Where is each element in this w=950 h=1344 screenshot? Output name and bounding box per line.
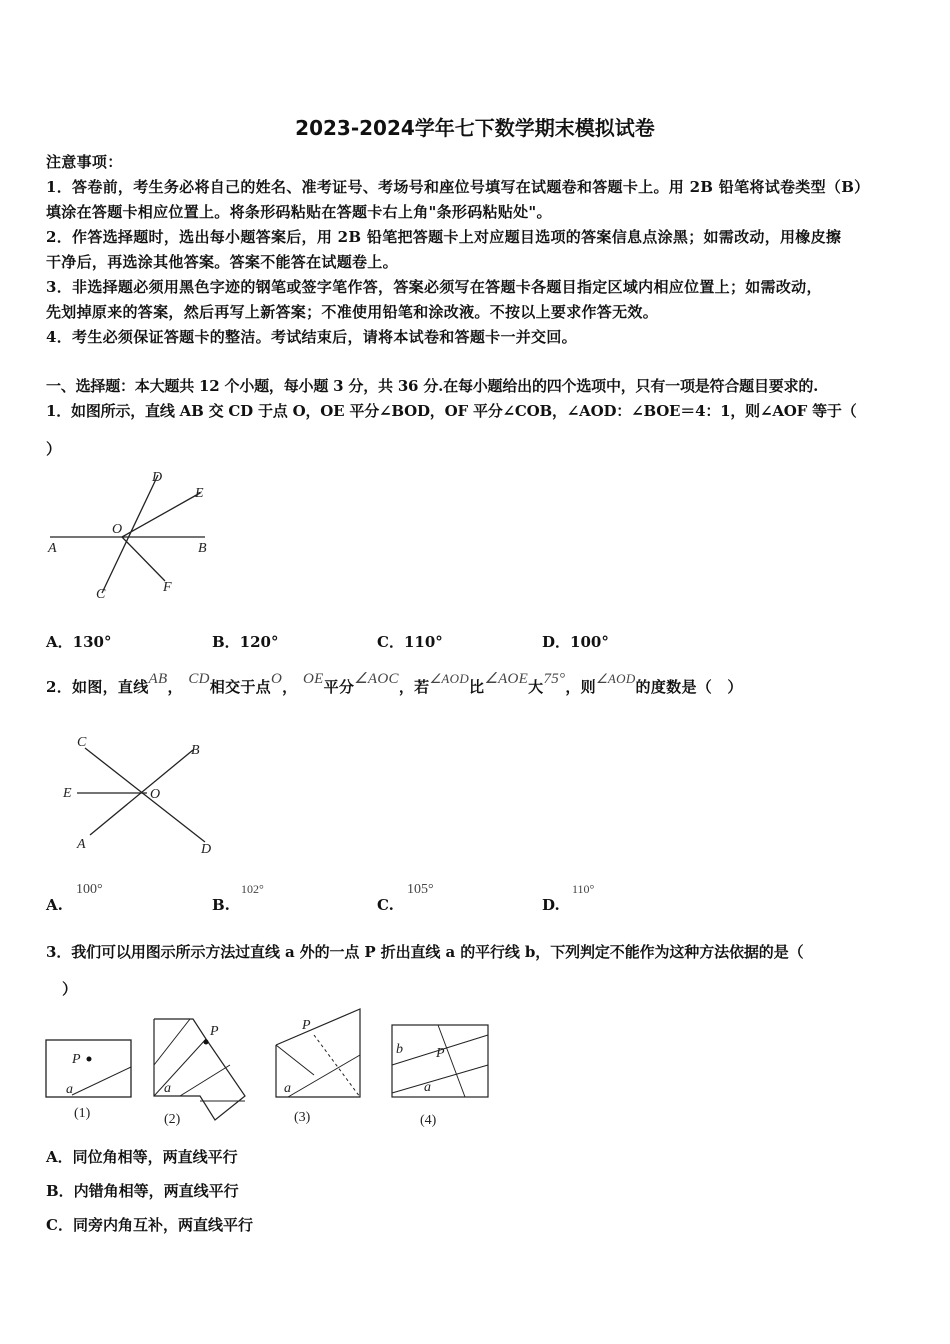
label-a: a <box>284 1081 291 1096</box>
label-a: a <box>164 1081 171 1096</box>
label-e: E <box>63 786 72 801</box>
text: 2．如图，直线 <box>46 678 149 696</box>
label-a: A <box>48 541 57 556</box>
q2-option-d[interactable]: D. <box>542 896 560 914</box>
text: ，则 <box>565 678 596 696</box>
notice-line: 3．非选择题必须用黑色字迹的钢笔或签字笔作答，答案必须写在答题卡各题目指定区域内相应位置上；如需改动， <box>46 278 822 296</box>
caption: (3) <box>294 1110 311 1125</box>
label-e: E <box>195 486 204 501</box>
label-a: A <box>77 837 86 852</box>
notice-line: 4．考生必须保证答题卡的整洁。考试结束后，请将本试卷和答题卡一并交回。 <box>46 328 577 346</box>
q3-option-b[interactable]: B．内错角相等，两直线平行 <box>46 1182 239 1200</box>
label-c: C <box>77 735 87 750</box>
q1-option-c[interactable]: C．110° <box>377 633 443 651</box>
q3-stem: 3．我们可以用图示所示方法过直线 a 外的一点 P 折出直线 a 的平行线 b，下列判定不能作为这种方法依据的是（ <box>46 943 804 961</box>
notice-line: 干净后，再选涂其他答案。答案不能答在试题卷上。 <box>46 253 398 271</box>
text: 的度数是（ ） <box>635 678 743 696</box>
q1-option-d[interactable]: D．100° <box>542 633 609 651</box>
math: O <box>270 671 283 687</box>
q2-option-b[interactable]: B. <box>212 896 230 914</box>
q2-option-a-value: 100° <box>76 882 103 897</box>
q2-option-c-value: 105° <box>407 882 434 897</box>
notice-line: 先划掉原来的答案，然后再写上新答案；不准使用铅笔和涂改液。不按以上要求作答无效。 <box>46 303 659 321</box>
text: ，若 <box>398 678 430 696</box>
q2-option-a[interactable]: A. <box>46 896 63 914</box>
label-a: a <box>66 1082 73 1097</box>
label-b: B <box>191 743 200 758</box>
q2-option-c[interactable]: C. <box>377 896 394 914</box>
q1-stem-end: ） <box>46 440 62 458</box>
label-p: P <box>302 1018 311 1033</box>
notice-line: 填涂在答题卡相应位置上。将条形码粘贴在答题卡右上角"条形码粘贴处"。 <box>46 203 552 221</box>
q3-figures <box>40 1005 500 1130</box>
label-c: C <box>96 587 106 602</box>
label-a: a <box>424 1080 431 1095</box>
label-p: P <box>210 1024 219 1039</box>
text: ， <box>282 678 298 696</box>
label-p: P <box>72 1052 81 1067</box>
label-o: O <box>150 787 161 802</box>
text: 相交于点 <box>209 678 271 696</box>
caption: (1) <box>74 1106 91 1121</box>
label-f: F <box>163 580 172 595</box>
text: 大 <box>528 678 544 696</box>
section-heading: 一、选择题：本大题共 12 个小题，每小题 3 分，共 36 分.在每小题给出的四个选项中，只有一项是符合题目要求的. <box>46 377 819 395</box>
label-p: P <box>436 1046 445 1061</box>
caption: (4) <box>420 1113 437 1128</box>
q1-option-b[interactable]: B．120° <box>212 633 279 651</box>
math: OE <box>302 671 324 687</box>
math: AB <box>148 671 168 687</box>
q2-figure <box>55 730 225 860</box>
q3-stem-end: ） <box>62 980 78 998</box>
notice-line: 2．作答选择题时，选出每小题答案后，用 2B 铅笔把答题卡上对应题目选项的答案信息点涂黑；如需改动，用橡皮擦 <box>46 228 842 246</box>
label-d: D <box>152 470 163 485</box>
label-o: O <box>112 522 123 537</box>
label-b: b <box>396 1042 403 1057</box>
notice-line: 1．答卷前，考生务必将自己的姓名、准考证号、考场号和座位号填写在试题卷和答题卡上。用 2B 铅笔将试卷类型（B） <box>46 178 870 196</box>
math: ∠AOC <box>354 671 399 687</box>
math: CD <box>188 671 210 687</box>
math: 75° <box>543 671 566 687</box>
label-b: B <box>198 541 207 556</box>
caption: (2) <box>164 1112 181 1127</box>
text: 比 <box>469 678 485 696</box>
q1-stem: 1．如图所示，直线 AB 交 CD 于点 O，OE 平分∠BOD，OF 平分∠COB，∠AOD：∠BOE＝4：1，则∠AOF 等于（ <box>46 402 857 420</box>
q3-option-c[interactable]: C．同旁内角互补，两直线平行 <box>46 1216 253 1234</box>
math: ∠AOE <box>484 671 529 687</box>
notice-heading: 注意事项： <box>46 153 123 171</box>
text: ， <box>167 678 183 696</box>
q2-option-b-value: 102° <box>241 882 264 896</box>
q2-stem <box>46 671 743 697</box>
q3-option-a[interactable]: A．同位角相等，两直线平行 <box>46 1148 238 1166</box>
page-title: 2023-2024学年七下数学期末模拟试卷 <box>295 116 655 140</box>
label-d: D <box>201 842 212 857</box>
text: 平分 <box>323 678 355 696</box>
math: ∠AOD <box>429 671 470 686</box>
q1-figure <box>40 465 220 610</box>
math: ∠AOD <box>595 671 636 686</box>
q1-option-a[interactable]: A．130° <box>46 633 112 651</box>
q2-option-d-value: 110° <box>572 882 595 896</box>
